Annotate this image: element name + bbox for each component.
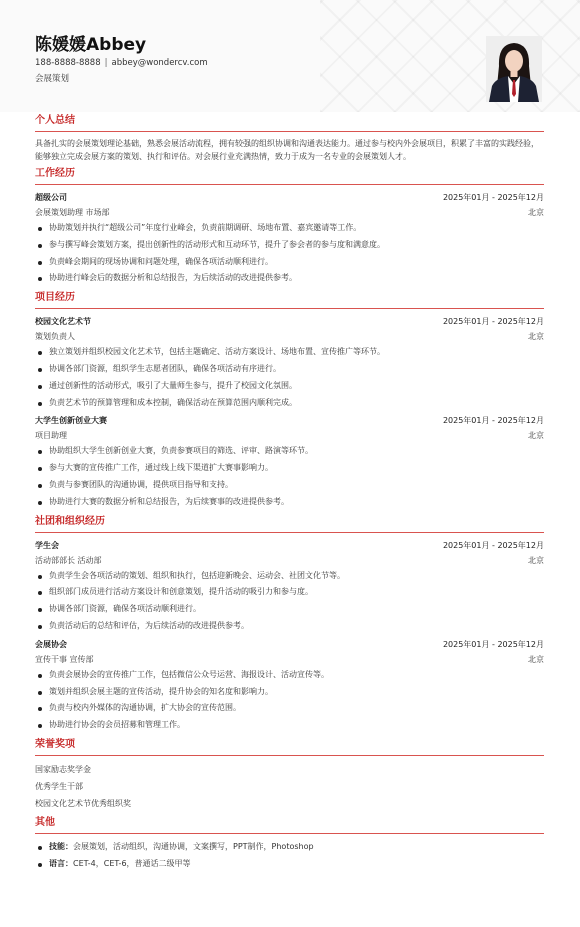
awards-list <box>35 761 544 812</box>
resume-header <box>0 0 580 112</box>
entry-subheader <box>35 428 544 443</box>
entry-date: 2025年01月 - 2025年12月 <box>442 540 544 550</box>
entry-header <box>35 637 544 652</box>
bullet-item: 独立策划并组织校园文化艺术节，包括主题确定、活动方案设计、场地布置、宣传推广等环节。 <box>35 344 544 361</box>
bullet-item: 负责会展协会的宣传推广工作，包括微信公众号运营、海报设计、活动宣传等。 <box>35 667 544 684</box>
entry-location: 北京 <box>528 555 544 565</box>
entry-organization: 校园文化艺术节 <box>35 317 91 327</box>
skills-label: 技能： <box>49 841 73 851</box>
bullet-item: 协调各部门资源，组织学生志愿者团队，确保各项活动有序进行。 <box>35 361 544 378</box>
entry-date: 2025年01月 - 2025年12月 <box>442 416 544 426</box>
bullet-item: 参与撰写峰会策划方案，提出创新性的活动形式和互动环节，提升了参会者的参与度和满意度。 <box>35 237 544 254</box>
entry-role: 宣传干事 宣传部 <box>35 654 94 664</box>
bullet-item: 负责与参赛团队的沟通协调，提供项目指导和支持。 <box>35 477 544 494</box>
profile-photo <box>486 36 542 102</box>
section-title-clubs: 社团和组织经历 <box>35 515 544 533</box>
section-title-work: 工作经历 <box>35 167 544 185</box>
section-summary <box>35 114 544 163</box>
bullet-item: 负责峰会期间的现场协调和问题处理，确保各项活动顺利进行。 <box>35 254 544 271</box>
club-entry <box>35 538 544 635</box>
award-item: 国家励志奖学金 <box>35 764 91 774</box>
email-address: abbey@wondercv.com <box>111 58 208 68</box>
language-value: CET-4，CET-6，普通话二级甲等 <box>73 858 191 868</box>
entry-organization: 会展协会 <box>35 639 67 649</box>
entry-role: 项目助理 <box>35 431 67 441</box>
bullet-item: 协助进行大赛的数据分析和总结报告，为后续赛事的改进提供参考。 <box>35 494 544 511</box>
bullet-item: 负责艺术节的预算管理和成本控制，确保活动在预算范围内顺利完成。 <box>35 395 544 412</box>
section-title-projects: 项目经历 <box>35 291 544 309</box>
entry-header <box>35 413 544 428</box>
entry-organization: 超级公司 <box>35 193 67 202</box>
skills-value: 会展策划，活动组织，沟通协调，文案撰写，PPT制作，Photoshop <box>73 841 314 851</box>
entry-date: 2025年01月 - 2025年12月 <box>442 639 544 649</box>
section-work <box>35 167 544 287</box>
section-title-other: 其他 <box>35 816 544 834</box>
entry-location: 北京 <box>528 431 544 441</box>
section-awards <box>35 738 544 812</box>
entry-date: 2025年01月 - 2025年12月 <box>442 317 544 327</box>
section-title-awards: 荣誉奖项 <box>35 738 544 756</box>
section-title-summary: 个人总结 <box>35 114 544 132</box>
award-item: 校园文化艺术节优秀组织奖 <box>35 798 131 808</box>
bullet-item: 协助进行协会的会员招募和管理工作。 <box>35 717 544 734</box>
entry-role: 策划负责人 <box>35 332 75 342</box>
bullet-item: 负责学生会各项活动的策划、组织和执行，包括迎新晚会、运动会、社团文化节等。 <box>35 568 544 585</box>
entry-location: 北京 <box>528 332 544 342</box>
contact-info <box>35 58 208 68</box>
resume-body <box>35 114 544 877</box>
section-projects <box>35 291 544 510</box>
entry-bullets <box>35 344 544 411</box>
contact-separator: | <box>104 58 108 68</box>
project-entry <box>35 314 544 411</box>
summary-text: 具备扎实的会展策划理论基础，熟悉会展活动流程，拥有较强的组织协调和沟通表达能力。通过参与校内外会展项目，积累了丰富的实践经验，能够独立完成会展方案的策划、执行和评估。对会展行业充满热情，致力于成为一名专业的会展策划人才。 <box>35 139 539 161</box>
section-clubs <box>35 515 544 734</box>
work-entry <box>35 190 544 287</box>
entry-header <box>35 314 544 329</box>
entry-subheader <box>35 329 544 344</box>
skills-item <box>35 839 544 856</box>
language-item <box>35 856 544 873</box>
target-role: 会展策划 <box>35 74 70 84</box>
award-item: 优秀学生干部 <box>35 781 83 791</box>
entry-role: 活动部部长 活动部 <box>35 555 102 565</box>
entry-organization: 大学生创新创业大赛 <box>35 416 107 426</box>
entry-role: 会展策划助理 市场部 <box>35 208 110 217</box>
bullet-item: 协助策划并执行“超级公司”年度行业峰会，负责前期调研、场地布置、嘉宾邀请等工作。 <box>35 220 544 237</box>
avatar-illustration <box>486 36 542 102</box>
bullet-item: 协助进行峰会后的数据分析和总结报告，为后续活动的改进提供参考。 <box>35 270 544 287</box>
bullet-item: 协调各部门资源，确保各项活动顺利进行。 <box>35 601 544 618</box>
entry-header <box>35 190 544 205</box>
entry-bullets <box>35 443 544 510</box>
bullet-item: 负责与校内外媒体的沟通协调，扩大协会的宣传范围。 <box>35 700 544 717</box>
bullet-item: 负责活动后的总结和评估，为后续活动的改进提供参考。 <box>35 618 544 635</box>
entry-bullets <box>35 220 544 287</box>
section-other <box>35 816 544 873</box>
language-label: 语言： <box>49 858 73 868</box>
bullet-item: 参与大赛的宣传推广工作，通过线上线下渠道扩大赛事影响力。 <box>35 460 544 477</box>
project-entry <box>35 413 544 510</box>
candidate-name: 陈媛媛Abbey <box>35 35 147 55</box>
entry-subheader <box>35 553 544 568</box>
entry-location: 北京 <box>528 208 544 217</box>
entry-bullets <box>35 568 544 635</box>
entry-bullets <box>35 667 544 734</box>
other-list <box>35 839 544 873</box>
bullet-item: 协助组织大学生创新创业大赛，负责参赛项目的筛选、评审、路演等环节。 <box>35 443 544 460</box>
club-entry <box>35 637 544 734</box>
entry-subheader <box>35 205 544 220</box>
entry-organization: 学生会 <box>35 540 59 550</box>
bullet-item: 组织部门成员进行活动方案设计和创意策划，提升活动的吸引力和参与度。 <box>35 584 544 601</box>
bullet-item: 通过创新性的活动形式，吸引了大量师生参与，提升了校园文化氛围。 <box>35 378 544 395</box>
entry-location: 北京 <box>528 654 544 664</box>
phone-number: 188-8888-8888 <box>35 58 101 68</box>
bullet-item: 策划并组织会展主题的宣传活动，提升协会的知名度和影响力。 <box>35 684 544 701</box>
entry-header <box>35 538 544 553</box>
entry-date: 2025年01月 - 2025年12月 <box>442 193 544 202</box>
entry-subheader <box>35 652 544 667</box>
